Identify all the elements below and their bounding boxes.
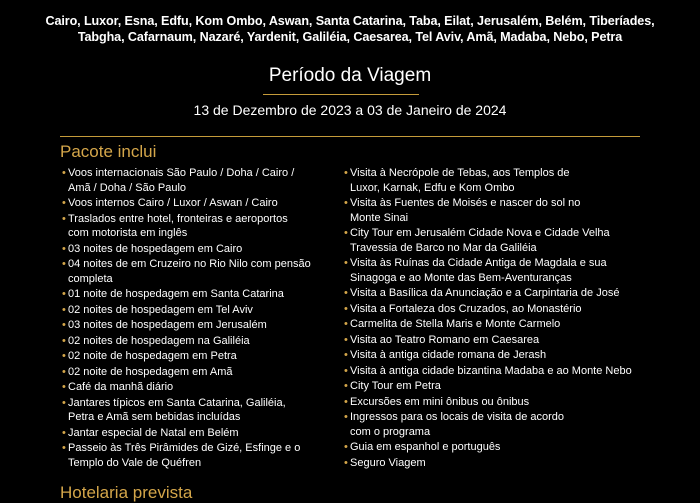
bullet-icon: • bbox=[344, 318, 348, 330]
package-item bbox=[62, 426, 342, 441]
package-item-text: Travessia de Barco no Mar da Galiléia bbox=[350, 241, 537, 254]
period-dates: 13 de Dezembro de 2023 a 03 de Janeiro de 2024 bbox=[193, 102, 507, 118]
package-item bbox=[344, 333, 644, 348]
package-item bbox=[62, 334, 342, 349]
package-item-text: Seguro Viagem bbox=[350, 456, 426, 469]
package-item bbox=[344, 166, 644, 195]
package-item-text: 01 noite de hospedagem em Santa Catarina bbox=[68, 288, 284, 300]
package-item-text: com motorista em inglês bbox=[68, 227, 188, 239]
package-item bbox=[62, 166, 342, 195]
package-title: Pacote inclui bbox=[60, 142, 157, 161]
package-item-text: Visita às Ruínas da Cidade Antiga de Magdala e sua bbox=[350, 257, 607, 269]
bullet-icon: • bbox=[344, 333, 348, 346]
package-item-text: Sinagoga e ao Monte das Bem-Aventuranças bbox=[350, 271, 572, 284]
package-item bbox=[344, 256, 644, 285]
package-item-text: Passeio às Três Pirâmides de Gizé, Esfinge e o bbox=[68, 442, 301, 454]
bullet-icon: • bbox=[62, 197, 66, 209]
bullet-icon: • bbox=[344, 257, 348, 269]
destinations-line-2: Tabgha, Cafarnaum, Nazaré, Yardenit, Galiléia, Caesarea, Tel Aviv, Amã, Madaba, Nebo, Petra bbox=[77, 30, 623, 44]
period-divider bbox=[263, 94, 419, 95]
package-item bbox=[62, 318, 342, 333]
package-item bbox=[344, 286, 644, 301]
bullet-icon: • bbox=[62, 212, 66, 225]
bullet-icon: • bbox=[344, 287, 348, 299]
package-item-text: com o programa bbox=[350, 425, 431, 438]
bullet-icon: • bbox=[344, 227, 348, 239]
package-item bbox=[344, 348, 644, 363]
package-item bbox=[62, 396, 342, 425]
package-item-text: City Tour em Petra bbox=[350, 380, 441, 392]
package-item-text: Voos internacionais São Paulo / Doha / Cairo / bbox=[68, 167, 295, 179]
bullet-icon: • bbox=[344, 364, 348, 377]
bullet-icon: • bbox=[62, 303, 66, 316]
package-item bbox=[344, 379, 644, 394]
bullet-icon: • bbox=[62, 426, 66, 439]
package-item-text: Excursões em mini ônibus ou ônibus bbox=[350, 395, 530, 408]
package-item-text: Carmelita de Stella Maris e Monte Carmelo bbox=[350, 318, 561, 330]
package-item-text: Amã / Doha / São Paulo bbox=[68, 181, 187, 194]
package-item bbox=[62, 196, 342, 211]
package-item bbox=[62, 242, 342, 257]
section-divider bbox=[60, 136, 640, 137]
package-item-text: Visita a Fortaleza dos Cruzados, ao Monastério bbox=[350, 302, 582, 315]
destinations-line-1: Cairo, Luxor, Esna, Edfu, Kom Ombo, Aswan, Santa Catarina, Taba, Eilat, Jerusalém, Belém, Tiberíades, bbox=[45, 14, 655, 28]
package-item bbox=[344, 440, 644, 455]
bullet-icon: • bbox=[344, 302, 348, 315]
package-item-text: 02 noites de hospedagem na Galiléia bbox=[68, 334, 250, 347]
package-item-text: Voos internos Cairo / Luxor / Aswan / Cairo bbox=[68, 197, 278, 209]
package-item-text: 02 noite de hospedagem em Petra bbox=[68, 350, 237, 362]
package-item-text: 03 noites de hospedagem em Jerusalém bbox=[68, 319, 267, 331]
bullet-icon: • bbox=[62, 442, 66, 454]
package-item-text: City Tour em Jerusalém Cidade Nova e Cidade Velha bbox=[350, 227, 610, 239]
bullet-icon: • bbox=[62, 334, 66, 347]
package-item-text: 03 noites de hospedagem em Cairo bbox=[68, 242, 243, 255]
bullet-icon: • bbox=[344, 380, 348, 392]
package-item bbox=[344, 364, 644, 379]
package-item-text: Café da manhã diário bbox=[68, 381, 174, 393]
bullet-icon: • bbox=[62, 242, 66, 255]
bullet-icon: • bbox=[62, 319, 66, 331]
package-item-text: Templo do Vale de Quéfren bbox=[68, 456, 202, 469]
package-item bbox=[62, 380, 342, 395]
period-title: Período da Viagem bbox=[268, 65, 432, 86]
bullet-icon: • bbox=[344, 441, 348, 453]
package-item-text: 02 noites de hospedagem em Tel Aviv bbox=[68, 303, 253, 316]
destinations-list bbox=[0, 13, 700, 45]
package-item-text: 04 noites de em Cruzeiro no Rio Nilo com pensão bbox=[68, 258, 311, 270]
package-item-text: Visita ao Teatro Romano em Caesarea bbox=[350, 333, 540, 346]
bullet-icon: • bbox=[344, 349, 348, 361]
package-item bbox=[62, 303, 342, 318]
bullet-icon: • bbox=[62, 167, 66, 179]
package-item-text: Visita às Fuentes de Moisés e nascer do sol no bbox=[350, 197, 581, 209]
bullet-icon: • bbox=[344, 395, 348, 408]
package-item-text: Traslados entre hotel, fronteiras e aeroportos bbox=[68, 212, 288, 225]
bullet-icon: • bbox=[62, 258, 66, 270]
package-item bbox=[62, 257, 342, 286]
package-item bbox=[344, 456, 644, 471]
package-item bbox=[344, 302, 644, 317]
package-item-text: Visita a Basílica da Anunciação e a Carpintaria de José bbox=[350, 287, 620, 299]
package-list-left bbox=[62, 166, 342, 471]
bullet-icon: • bbox=[344, 167, 348, 179]
package-item-text: completa bbox=[68, 272, 113, 285]
package-item bbox=[62, 212, 342, 241]
package-list-right bbox=[344, 166, 644, 471]
package-item-text: 02 noite de hospedagem em Amã bbox=[68, 365, 233, 378]
hotels-title: Hotelaria prevista bbox=[60, 483, 193, 502]
package-item bbox=[62, 287, 342, 302]
package-item bbox=[62, 349, 342, 364]
package-item-text: Jantar especial de Natal em Belém bbox=[68, 426, 239, 439]
bullet-icon: • bbox=[344, 411, 348, 423]
package-item-text: Visita à Necrópole de Tebas, aos Templos de bbox=[350, 167, 570, 179]
package-item bbox=[62, 441, 342, 470]
package-item bbox=[344, 317, 644, 332]
bullet-icon: • bbox=[62, 350, 66, 362]
package-item-text: Petra e Amã sem bebidas incluídas bbox=[68, 411, 241, 423]
package-item-text: Visita à antiga cidade romana de Jerash bbox=[350, 349, 547, 361]
bullet-icon: • bbox=[344, 197, 348, 209]
bullet-icon: • bbox=[62, 365, 66, 378]
package-item bbox=[344, 226, 644, 255]
package-item-text: Luxor, Karnak, Edfu e Kom Ombo bbox=[350, 181, 515, 194]
package-item-text: Jantares típicos em Santa Catarina, Galiléia, bbox=[68, 396, 286, 409]
package-item-text: Visita à antiga cidade bizantina Madaba e ao Monte Nebo bbox=[350, 364, 632, 377]
bullet-icon: • bbox=[344, 456, 348, 469]
package-item-text: Ingressos para os locais de visita de acordo bbox=[350, 411, 565, 423]
bullet-icon: • bbox=[62, 396, 66, 409]
bullet-icon: • bbox=[62, 381, 66, 393]
package-item bbox=[62, 365, 342, 380]
package-item-text: Monte Sinai bbox=[350, 211, 409, 224]
package-item bbox=[344, 196, 644, 225]
package-item-text: Guia em espanhol e português bbox=[350, 441, 501, 453]
bullet-icon: • bbox=[62, 288, 66, 300]
package-item bbox=[344, 395, 644, 410]
package-item bbox=[344, 410, 644, 439]
